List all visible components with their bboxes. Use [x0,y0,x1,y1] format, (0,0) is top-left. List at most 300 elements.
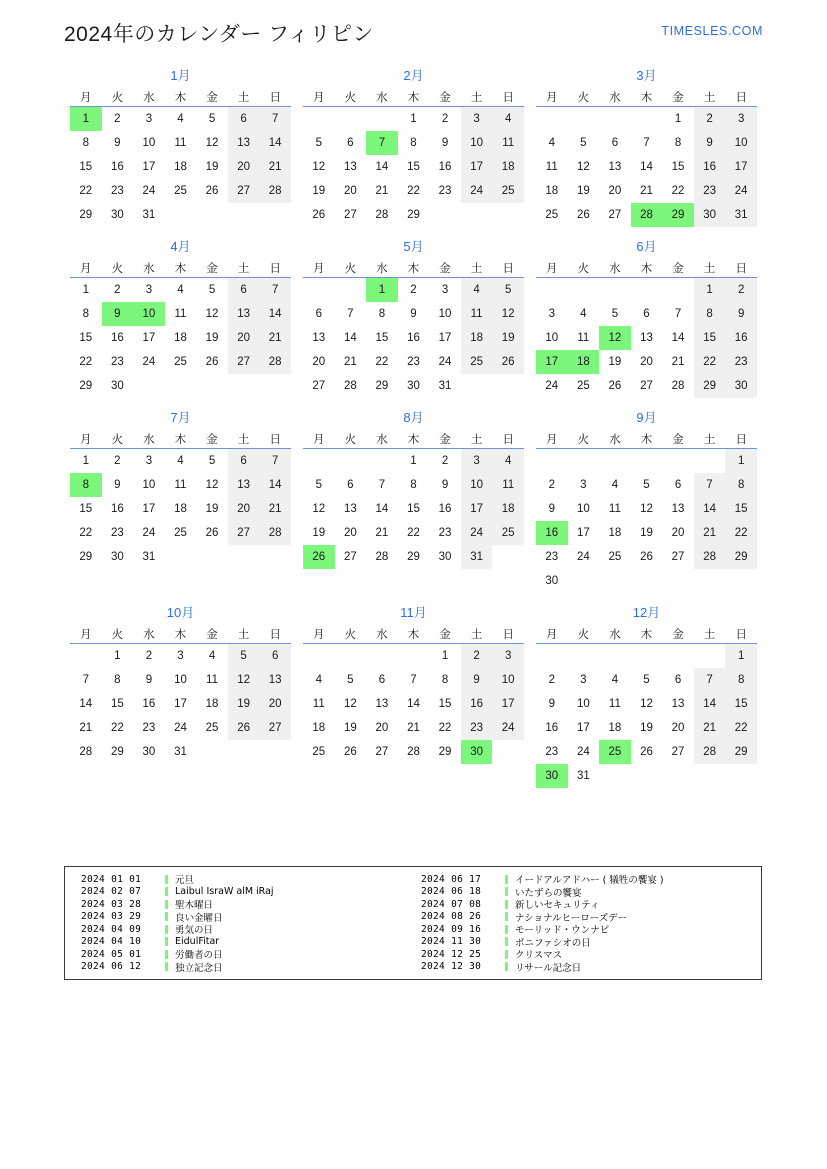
day-cell[interactable]: 16 [110,161,124,173]
day-cell[interactable]: 26 [640,746,653,758]
day-cell[interactable]: 9 [441,479,449,491]
day-cell[interactable]: 20 [671,527,685,539]
day-cell[interactable]: 27 [671,746,685,758]
day-cell[interactable]: 28 [694,740,726,764]
day-cell[interactable]: 25 [492,179,524,203]
day-cell[interactable]: 2 [441,113,449,125]
day-cell[interactable]: 24 [492,716,524,740]
day-cell[interactable]: 28 [671,380,685,392]
day-cell[interactable]: 11 [545,161,558,173]
day-cell[interactable]: 10 [174,674,187,686]
day-cell-holiday[interactable]: 8 [70,473,102,497]
day-cell[interactable]: 24 [142,185,156,197]
day-cell[interactable]: 17 [461,497,493,521]
day-cell[interactable]: 9 [441,137,449,149]
day-cell[interactable]: 8 [410,479,417,491]
day-cell[interactable]: 10 [461,131,493,155]
day-cell[interactable]: 18 [608,527,622,539]
day-cell[interactable]: 10 [545,332,559,344]
day-cell-holiday[interactable]: 18 [568,350,600,374]
day-cell[interactable]: 20 [343,185,357,197]
day-cell[interactable]: 28 [407,746,420,758]
day-cell[interactable]: 25 [174,527,187,539]
day-cell-holiday[interactable]: 10 [133,302,165,326]
day-cell[interactable]: 9 [114,479,121,491]
day-cell[interactable]: 1 [114,650,121,662]
day-cell[interactable]: 25 [461,350,493,374]
day-cell[interactable]: 8 [82,137,89,149]
day-cell[interactable]: 20 [640,356,653,368]
day-cell[interactable]: 9 [694,131,726,155]
day-cell[interactable]: 24 [461,521,493,545]
day-cell[interactable]: 3 [145,284,153,296]
day-cell[interactable]: 27 [259,716,291,740]
day-cell[interactable]: 5 [208,113,216,125]
day-cell[interactable]: 4 [461,278,493,303]
day-cell[interactable]: 1 [694,278,726,303]
day-cell[interactable]: 23 [725,350,757,374]
day-cell[interactable]: 12 [205,479,219,491]
day-cell[interactable]: 15 [438,698,452,710]
day-cell[interactable]: 13 [671,698,685,710]
day-cell[interactable]: 22 [79,356,93,368]
day-cell[interactable]: 28 [375,551,389,563]
day-cell[interactable]: 8 [725,473,757,497]
day-cell-holiday[interactable]: 17 [536,350,568,374]
day-cell[interactable]: 13 [608,161,622,173]
day-cell[interactable]: 5 [208,284,216,296]
day-cell[interactable]: 17 [438,332,452,344]
day-cell[interactable]: 22 [671,185,685,197]
day-cell[interactable]: 3 [441,284,449,296]
day-cell[interactable]: 3 [580,479,587,491]
day-cell[interactable]: 30 [110,551,124,563]
day-cell[interactable]: 15 [79,332,93,344]
day-cell[interactable]: 21 [375,185,389,197]
day-cell[interactable]: 26 [492,350,524,374]
day-cell-holiday[interactable]: 29 [662,203,694,227]
day-cell[interactable]: 21 [375,527,389,539]
day-cell[interactable]: 15 [694,326,726,350]
day-cell-holiday[interactable]: 25 [599,740,631,764]
day-cell[interactable]: 23 [545,746,559,758]
day-cell[interactable]: 20 [228,155,260,179]
day-cell-holiday[interactable]: 1 [366,278,398,303]
day-cell[interactable]: 21 [79,722,93,734]
day-cell[interactable]: 7 [694,668,726,692]
day-cell[interactable]: 21 [671,356,685,368]
day-cell[interactable]: 3 [548,308,555,320]
day-cell[interactable]: 19 [312,185,326,197]
day-cell[interactable]: 25 [205,722,219,734]
day-cell[interactable]: 2 [145,650,153,662]
day-cell-holiday[interactable]: 26 [303,545,335,569]
day-cell[interactable]: 19 [205,503,219,515]
day-cell[interactable]: 9 [145,674,153,686]
day-cell[interactable]: 4 [492,107,524,132]
day-cell[interactable]: 31 [576,770,590,782]
day-cell[interactable]: 2 [725,278,757,303]
day-cell[interactable]: 22 [407,527,420,539]
day-cell[interactable]: 12 [205,137,219,149]
day-cell[interactable]: 30 [110,380,124,392]
day-cell[interactable]: 18 [174,503,187,515]
day-cell[interactable]: 22 [407,185,420,197]
day-cell[interactable]: 2 [441,455,449,467]
day-cell[interactable]: 7 [674,308,682,320]
day-cell[interactable]: 5 [315,137,322,149]
day-cell[interactable]: 24 [461,179,493,203]
day-cell[interactable]: 30 [694,203,726,227]
day-cell-holiday[interactable]: 7 [366,131,398,155]
day-cell[interactable]: 20 [608,185,622,197]
day-cell[interactable]: 16 [461,692,493,716]
day-cell[interactable]: 12 [640,503,653,515]
day-cell[interactable]: 4 [492,449,524,474]
day-cell[interactable]: 18 [461,326,493,350]
day-cell[interactable]: 12 [576,161,590,173]
day-cell-holiday[interactable]: 12 [599,326,631,350]
day-cell[interactable]: 14 [407,698,420,710]
day-cell[interactable]: 27 [608,209,622,221]
day-cell[interactable]: 21 [407,722,420,734]
day-cell[interactable]: 17 [174,698,187,710]
day-cell-holiday[interactable]: 30 [461,740,493,764]
day-cell[interactable]: 19 [205,161,219,173]
day-cell[interactable]: 25 [174,185,187,197]
day-cell[interactable]: 4 [208,650,216,662]
day-cell[interactable]: 17 [142,503,156,515]
day-cell[interactable]: 23 [461,716,493,740]
day-cell[interactable]: 5 [228,644,260,669]
day-cell[interactable]: 29 [110,746,124,758]
day-cell[interactable]: 4 [177,113,184,125]
day-cell[interactable]: 23 [545,551,559,563]
day-cell[interactable]: 14 [79,698,93,710]
day-cell[interactable]: 6 [643,308,650,320]
day-cell[interactable]: 20 [671,722,685,734]
day-cell[interactable]: 26 [608,380,622,392]
day-cell[interactable]: 23 [110,356,124,368]
day-cell[interactable]: 13 [228,302,260,326]
day-cell[interactable]: 1 [82,284,89,296]
day-cell[interactable]: 13 [343,161,357,173]
day-cell[interactable]: 14 [259,131,291,155]
day-cell[interactable]: 6 [315,308,322,320]
day-cell[interactable]: 27 [343,209,357,221]
day-cell[interactable]: 29 [725,545,757,569]
day-cell[interactable]: 8 [410,137,417,149]
day-cell[interactable]: 5 [643,674,650,686]
day-cell[interactable]: 3 [461,107,493,132]
day-cell[interactable]: 6 [259,644,291,669]
day-cell[interactable]: 23 [142,722,156,734]
day-cell[interactable]: 17 [725,155,757,179]
day-cell[interactable]: 28 [259,179,291,203]
day-cell[interactable]: 14 [375,503,389,515]
day-cell[interactable]: 29 [407,209,420,221]
day-cell[interactable]: 24 [438,356,452,368]
day-cell[interactable]: 14 [694,692,726,716]
day-cell[interactable]: 18 [174,161,187,173]
day-cell[interactable]: 13 [259,668,291,692]
day-cell[interactable]: 6 [228,278,260,303]
day-cell[interactable]: 6 [228,107,260,132]
day-cell[interactable]: 20 [343,527,357,539]
day-cell[interactable]: 16 [110,503,124,515]
day-cell[interactable]: 19 [228,692,260,716]
day-cell[interactable]: 5 [611,308,619,320]
day-cell[interactable]: 1 [82,455,89,467]
day-cell[interactable]: 22 [725,716,757,740]
day-cell[interactable]: 23 [438,185,452,197]
day-cell[interactable]: 13 [343,503,357,515]
day-cell[interactable]: 1 [410,113,417,125]
day-cell[interactable]: 4 [177,455,184,467]
day-cell[interactable]: 15 [407,161,420,173]
day-cell[interactable]: 20 [375,722,389,734]
day-cell[interactable]: 30 [110,209,124,221]
day-cell[interactable]: 1 [441,650,449,662]
day-cell[interactable]: 25 [174,356,187,368]
day-cell[interactable]: 5 [492,278,524,303]
day-cell[interactable]: 24 [725,179,757,203]
day-cell[interactable]: 14 [671,332,685,344]
day-cell[interactable]: 2 [548,479,555,491]
day-cell[interactable]: 29 [407,551,420,563]
day-cell[interactable]: 8 [725,668,757,692]
day-cell[interactable]: 29 [79,551,93,563]
day-cell[interactable]: 3 [145,113,153,125]
day-cell[interactable]: 29 [438,746,452,758]
day-cell[interactable]: 7 [347,308,354,320]
day-cell[interactable]: 24 [576,551,590,563]
day-cell[interactable]: 2 [114,284,121,296]
day-cell[interactable]: 19 [492,326,524,350]
day-cell[interactable]: 14 [259,302,291,326]
day-cell[interactable]: 31 [174,746,187,758]
day-cell[interactable]: 15 [725,692,757,716]
day-cell[interactable]: 12 [492,302,524,326]
day-cell[interactable]: 21 [259,497,291,521]
day-cell[interactable]: 4 [548,137,555,149]
day-cell[interactable]: 18 [174,332,187,344]
day-cell[interactable]: 6 [228,449,260,474]
day-cell[interactable]: 22 [79,185,93,197]
day-cell[interactable]: 24 [142,527,156,539]
day-cell[interactable]: 11 [608,698,621,710]
day-cell[interactable]: 20 [259,692,291,716]
day-cell[interactable]: 11 [461,302,493,326]
day-cell[interactable]: 20 [312,356,326,368]
day-cell[interactable]: 5 [580,137,587,149]
day-cell[interactable]: 8 [674,137,682,149]
day-cell[interactable]: 21 [343,356,357,368]
day-cell[interactable]: 11 [608,503,621,515]
day-cell[interactable]: 11 [174,137,187,149]
day-cell[interactable]: 8 [378,308,386,320]
day-cell[interactable]: 27 [375,746,389,758]
day-cell[interactable]: 18 [492,497,524,521]
day-cell[interactable]: 30 [142,746,156,758]
day-cell[interactable]: 3 [492,644,524,669]
day-cell[interactable]: 20 [228,326,260,350]
day-cell-holiday[interactable]: 1 [70,107,102,132]
day-cell[interactable]: 5 [347,674,354,686]
day-cell-holiday[interactable]: 9 [102,302,134,326]
day-cell[interactable]: 26 [228,716,260,740]
day-cell[interactable]: 9 [725,302,757,326]
day-cell[interactable]: 4 [611,674,619,686]
day-cell[interactable]: 2 [114,113,121,125]
day-cell[interactable]: 6 [674,479,682,491]
day-cell[interactable]: 3 [580,674,587,686]
day-cell[interactable]: 10 [461,473,493,497]
day-cell[interactable]: 29 [375,380,389,392]
day-cell[interactable]: 8 [82,308,89,320]
day-cell[interactable]: 31 [725,203,757,227]
day-cell[interactable]: 19 [576,185,590,197]
day-cell[interactable]: 24 [174,722,187,734]
day-cell[interactable]: 19 [640,527,653,539]
day-cell[interactable]: 5 [208,455,216,467]
day-cell[interactable]: 15 [407,503,420,515]
day-cell[interactable]: 28 [259,350,291,374]
day-cell[interactable]: 16 [110,332,124,344]
day-cell[interactable]: 12 [312,503,326,515]
day-cell[interactable]: 28 [79,746,93,758]
day-cell[interactable]: 3 [725,107,757,132]
day-cell[interactable]: 26 [205,356,219,368]
day-cell[interactable]: 1 [410,455,417,467]
day-cell[interactable]: 12 [640,698,653,710]
day-cell[interactable]: 25 [576,380,590,392]
day-cell[interactable]: 12 [343,698,357,710]
day-cell[interactable]: 9 [410,308,417,320]
day-cell[interactable]: 8 [441,674,449,686]
day-cell[interactable]: 16 [407,332,420,344]
day-cell[interactable]: 2 [694,107,726,132]
day-cell[interactable]: 12 [312,161,326,173]
day-cell[interactable]: 13 [228,473,260,497]
day-cell[interactable]: 14 [259,473,291,497]
day-cell[interactable]: 16 [142,698,156,710]
day-cell[interactable]: 6 [611,137,619,149]
day-cell[interactable]: 30 [438,551,452,563]
day-cell[interactable]: 3 [177,650,184,662]
day-cell[interactable]: 11 [577,332,590,344]
day-cell[interactable]: 2 [410,284,417,296]
day-cell[interactable]: 14 [640,161,653,173]
day-cell[interactable]: 19 [640,722,653,734]
day-cell[interactable]: 3 [145,455,153,467]
day-cell[interactable]: 15 [110,698,124,710]
day-cell[interactable]: 15 [671,161,685,173]
day-cell[interactable]: 10 [492,668,524,692]
day-cell[interactable]: 27 [671,551,685,563]
day-cell[interactable]: 31 [142,209,156,221]
day-cell[interactable]: 24 [545,380,559,392]
day-cell[interactable]: 16 [694,155,726,179]
day-cell[interactable]: 7 [259,107,291,132]
day-cell[interactable]: 18 [608,722,622,734]
day-cell[interactable]: 22 [110,722,124,734]
day-cell-holiday[interactable]: 28 [631,203,663,227]
day-cell[interactable]: 4 [580,308,587,320]
day-cell[interactable]: 10 [576,503,590,515]
day-cell[interactable]: 29 [725,740,757,764]
day-cell[interactable]: 13 [312,332,326,344]
day-cell[interactable]: 6 [674,674,682,686]
day-cell[interactable]: 16 [545,722,559,734]
day-cell[interactable]: 14 [694,497,726,521]
day-cell[interactable]: 28 [343,380,357,392]
day-cell[interactable]: 10 [142,137,156,149]
day-cell[interactable]: 10 [438,308,452,320]
day-cell[interactable]: 17 [576,527,590,539]
day-cell[interactable]: 21 [694,521,726,545]
day-cell[interactable]: 7 [694,473,726,497]
day-cell[interactable]: 11 [174,308,187,320]
day-cell[interactable]: 17 [461,155,493,179]
day-cell[interactable]: 29 [694,374,726,398]
day-cell[interactable]: 22 [79,527,93,539]
day-cell[interactable]: 25 [492,521,524,545]
day-cell[interactable]: 2 [114,455,121,467]
day-cell[interactable]: 18 [545,185,559,197]
day-cell[interactable]: 19 [343,722,357,734]
day-cell[interactable]: 22 [694,350,726,374]
day-cell[interactable]: 7 [643,137,650,149]
day-cell[interactable]: 19 [312,527,326,539]
day-cell[interactable]: 12 [205,308,219,320]
day-cell[interactable]: 10 [725,131,757,155]
day-cell[interactable]: 10 [142,479,156,491]
day-cell[interactable]: 8 [114,674,121,686]
day-cell[interactable]: 26 [205,527,219,539]
day-cell[interactable]: 22 [438,722,452,734]
day-cell[interactable]: 21 [259,155,291,179]
day-cell[interactable]: 5 [643,479,650,491]
day-cell[interactable]: 17 [492,692,524,716]
day-cell[interactable]: 7 [259,278,291,303]
day-cell[interactable]: 9 [114,137,121,149]
day-cell[interactable]: 22 [725,521,757,545]
day-cell[interactable]: 6 [347,479,354,491]
day-cell[interactable]: 16 [725,326,757,350]
day-cell[interactable]: 27 [228,350,260,374]
day-cell[interactable]: 17 [142,161,156,173]
day-cell[interactable]: 27 [228,179,260,203]
day-cell[interactable]: 30 [545,575,559,587]
day-cell[interactable]: 21 [694,716,726,740]
day-cell[interactable]: 26 [205,185,219,197]
day-cell[interactable]: 7 [259,449,291,474]
day-cell[interactable]: 9 [461,668,493,692]
day-cell[interactable]: 27 [228,521,260,545]
day-cell[interactable]: 26 [576,209,590,221]
day-cell[interactable]: 7 [378,479,386,491]
day-cell[interactable]: 15 [375,332,389,344]
day-cell[interactable]: 7 [410,674,417,686]
day-cell[interactable]: 25 [312,746,326,758]
day-cell[interactable]: 14 [375,161,389,173]
day-cell[interactable]: 13 [228,131,260,155]
day-cell[interactable]: 4 [315,674,322,686]
day-cell[interactable]: 12 [228,668,260,692]
day-cell[interactable]: 31 [438,380,452,392]
day-cell[interactable]: 15 [79,503,93,515]
